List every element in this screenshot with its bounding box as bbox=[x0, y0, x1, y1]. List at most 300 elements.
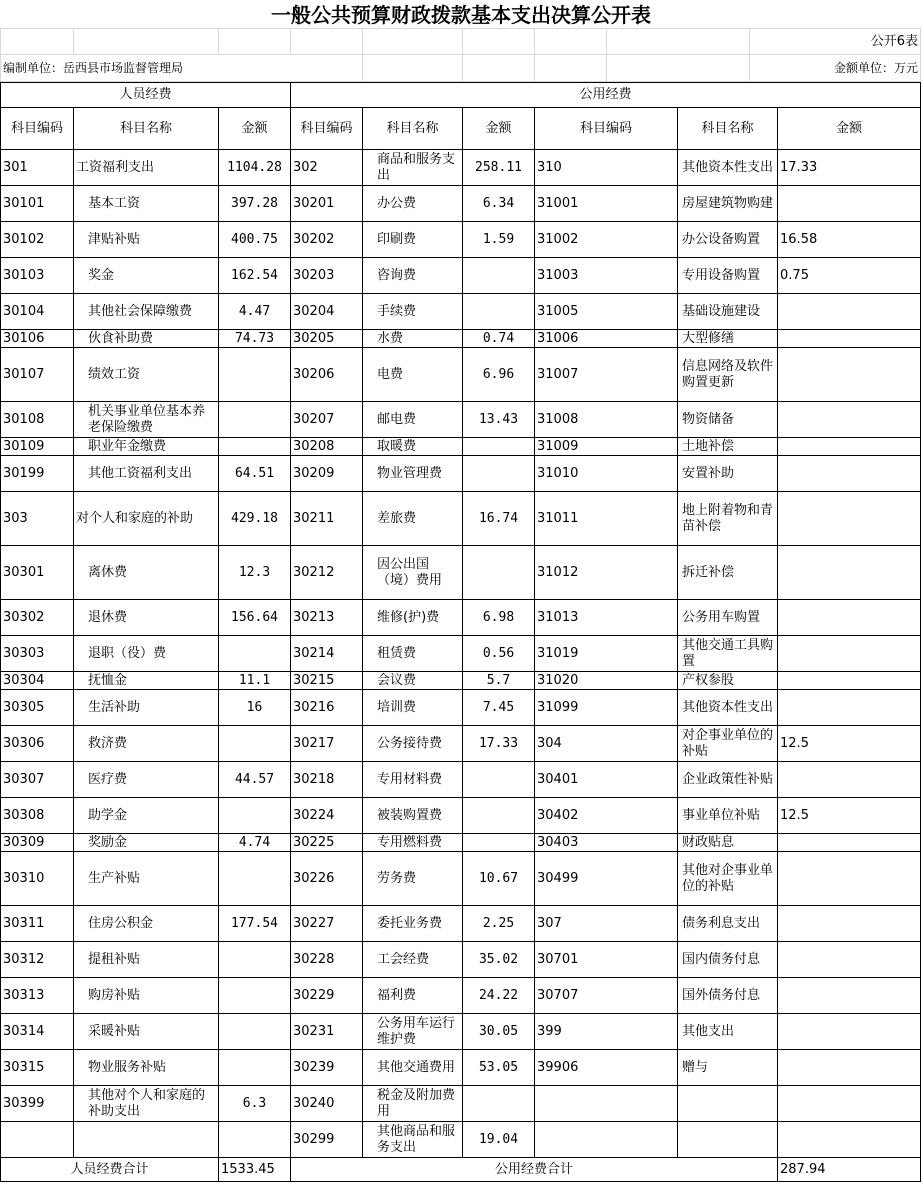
table-cell: 税金及附加费用 bbox=[363, 1086, 463, 1122]
table-cell bbox=[463, 834, 535, 852]
table-cell: 30299 bbox=[291, 1122, 363, 1158]
table-cell: 30305 bbox=[1, 690, 74, 726]
table-cell: 7.45 bbox=[463, 690, 535, 726]
table-row bbox=[1, 222, 921, 258]
table-cell: 30303 bbox=[1, 636, 74, 672]
table-cell: 国外债务付息 bbox=[678, 978, 778, 1014]
table-row bbox=[1, 798, 921, 834]
table-cell: 机关事业单位基本养老保险缴费 bbox=[74, 402, 219, 438]
table-cell: 30217 bbox=[291, 726, 363, 762]
table-cell: 被装购置费 bbox=[363, 798, 463, 834]
table-cell: 30301 bbox=[1, 546, 74, 600]
table-row bbox=[1, 1050, 921, 1086]
table-cell: 17.33 bbox=[463, 726, 535, 762]
table-cell: 301 bbox=[1, 150, 74, 186]
table-cell: 30204 bbox=[291, 294, 363, 330]
table-cell: 30310 bbox=[1, 852, 74, 906]
table-cell bbox=[778, 348, 921, 402]
table-row bbox=[1, 1014, 921, 1050]
table-cell: 30108 bbox=[1, 402, 74, 438]
table-cell: 差旅费 bbox=[363, 492, 463, 546]
table-cell bbox=[463, 546, 535, 600]
table-cell: 取暖费 bbox=[363, 438, 463, 456]
table-cell bbox=[463, 1086, 535, 1122]
table-cell: 30225 bbox=[291, 834, 363, 852]
table-cell: 产权参股 bbox=[678, 672, 778, 690]
table-cell: 退休费 bbox=[74, 600, 219, 636]
table-number: 公开6表 bbox=[750, 29, 921, 55]
table-cell: 房屋建筑物购建 bbox=[678, 186, 778, 222]
table-cell: 30214 bbox=[291, 636, 363, 672]
table-cell bbox=[219, 636, 291, 672]
table-cell bbox=[778, 1050, 921, 1086]
table-cell: 30101 bbox=[1, 186, 74, 222]
table-cell: 其他商品和服务支出 bbox=[363, 1122, 463, 1158]
total-personnel-label: 人员经费合计 bbox=[1, 1158, 219, 1182]
table-row bbox=[1, 492, 921, 546]
table-cell bbox=[778, 456, 921, 492]
table-cell: 基本工资 bbox=[74, 186, 219, 222]
table-cell: 6.34 bbox=[463, 186, 535, 222]
table-cell: 培训费 bbox=[363, 690, 463, 726]
table-cell: 2.25 bbox=[463, 906, 535, 942]
table-row bbox=[1, 402, 921, 438]
table-cell: 办公费 bbox=[363, 186, 463, 222]
table-cell bbox=[1, 1122, 74, 1158]
table-row bbox=[1, 1122, 921, 1158]
table-cell: 13.43 bbox=[463, 402, 535, 438]
table-cell: 事业单位补贴 bbox=[678, 798, 778, 834]
table-cell: 30201 bbox=[291, 186, 363, 222]
table-cell: 12.5 bbox=[778, 726, 921, 762]
column-header: 科目名称 bbox=[74, 108, 219, 150]
table-cell: 30314 bbox=[1, 1014, 74, 1050]
table-cell: 31007 bbox=[535, 348, 678, 402]
table-row bbox=[1, 546, 921, 600]
table-row bbox=[1, 186, 921, 222]
table-cell: 39906 bbox=[535, 1050, 678, 1086]
table-cell: 对个人和家庭的补助 bbox=[74, 492, 219, 546]
table-cell: 其他对企事业单位的补贴 bbox=[678, 852, 778, 906]
table-cell: 35.02 bbox=[463, 942, 535, 978]
table-cell: 10.67 bbox=[463, 852, 535, 906]
table-cell bbox=[778, 852, 921, 906]
table-cell: 302 bbox=[291, 150, 363, 186]
table-cell: 维修(护)费 bbox=[363, 600, 463, 636]
table-cell: 30308 bbox=[1, 798, 74, 834]
table-cell bbox=[778, 186, 921, 222]
table-cell: 30401 bbox=[535, 762, 678, 798]
table-cell bbox=[778, 1122, 921, 1158]
table-cell bbox=[463, 798, 535, 834]
table-cell: 奖励金 bbox=[74, 834, 219, 852]
table-cell bbox=[778, 906, 921, 942]
table-cell bbox=[778, 978, 921, 1014]
table-cell bbox=[219, 852, 291, 906]
table-cell: 对企事业单位的补贴 bbox=[678, 726, 778, 762]
table-cell: 74.73 bbox=[219, 330, 291, 348]
table-cell: 租赁费 bbox=[363, 636, 463, 672]
table-cell: 30213 bbox=[291, 600, 363, 636]
table-cell bbox=[778, 1014, 921, 1050]
table-cell bbox=[778, 294, 921, 330]
table-cell: 30212 bbox=[291, 546, 363, 600]
table-cell: 会议费 bbox=[363, 672, 463, 690]
table-cell: 其他对个人和家庭的补助支出 bbox=[74, 1086, 219, 1122]
table-cell: 安置补助 bbox=[678, 456, 778, 492]
column-header: 科目名称 bbox=[678, 108, 778, 150]
table-cell: 16 bbox=[219, 690, 291, 726]
table-cell: 31010 bbox=[535, 456, 678, 492]
table-cell: 1.59 bbox=[463, 222, 535, 258]
table-cell: 12.5 bbox=[778, 798, 921, 834]
table-cell: 公务用车购置 bbox=[678, 600, 778, 636]
table-cell: 30307 bbox=[1, 762, 74, 798]
table-cell: 30207 bbox=[291, 402, 363, 438]
table-cell: 399 bbox=[535, 1014, 678, 1050]
table-cell: 31019 bbox=[535, 636, 678, 672]
table-cell: 退职（役）费 bbox=[74, 636, 219, 672]
table-cell bbox=[778, 636, 921, 672]
table-cell: 31006 bbox=[535, 330, 678, 348]
table-cell: 30304 bbox=[1, 672, 74, 690]
table-cell: 30202 bbox=[291, 222, 363, 258]
table-cell: 30403 bbox=[535, 834, 678, 852]
table-cell: 大型修缮 bbox=[678, 330, 778, 348]
table-row bbox=[1, 690, 921, 726]
table-cell bbox=[219, 978, 291, 1014]
table-cell: 30203 bbox=[291, 258, 363, 294]
group-header-personnel: 人员经费 bbox=[1, 83, 291, 108]
table-row bbox=[1, 1086, 921, 1122]
table-cell: 专用材料费 bbox=[363, 762, 463, 798]
table-cell: 30231 bbox=[291, 1014, 363, 1050]
table-row bbox=[1, 456, 921, 492]
table-cell: 1104.28 bbox=[219, 150, 291, 186]
table-cell: 其他资本性支出 bbox=[678, 150, 778, 186]
table-cell bbox=[535, 1086, 678, 1122]
table-cell: 30104 bbox=[1, 294, 74, 330]
table-cell: 30302 bbox=[1, 600, 74, 636]
table-cell: 30106 bbox=[1, 330, 74, 348]
table-cell: 委托业务费 bbox=[363, 906, 463, 942]
table-cell: 31012 bbox=[535, 546, 678, 600]
table-cell: 办公设备购置 bbox=[678, 222, 778, 258]
table-cell: 30399 bbox=[1, 1086, 74, 1122]
table-cell: 离休费 bbox=[74, 546, 219, 600]
table-cell bbox=[778, 546, 921, 600]
table-row bbox=[1, 978, 921, 1014]
table-row bbox=[1, 942, 921, 978]
table-cell: 30306 bbox=[1, 726, 74, 762]
reporting-unit: 编制单位：岳西县市场监督管理局 bbox=[1, 55, 363, 82]
table-cell: 绩效工资 bbox=[74, 348, 219, 402]
table-cell bbox=[219, 798, 291, 834]
table-cell: 信息网络及软件购置更新 bbox=[678, 348, 778, 402]
table-cell: 0.56 bbox=[463, 636, 535, 672]
table-row bbox=[1, 762, 921, 798]
table-cell: 国内债务付息 bbox=[678, 942, 778, 978]
table-cell: 其他资本性支出 bbox=[678, 690, 778, 726]
group-header-public: 公用经费 bbox=[291, 83, 921, 108]
table-cell: 物资储备 bbox=[678, 402, 778, 438]
table-cell: 水费 bbox=[363, 330, 463, 348]
table-row bbox=[1, 672, 921, 690]
table-cell: 4.74 bbox=[219, 834, 291, 852]
column-header: 金额 bbox=[778, 108, 921, 150]
table-cell bbox=[219, 402, 291, 438]
table-cell bbox=[778, 690, 921, 726]
table-cell: 30309 bbox=[1, 834, 74, 852]
table-row bbox=[1, 636, 921, 672]
table-cell: 津贴补贴 bbox=[74, 222, 219, 258]
table-cell bbox=[463, 762, 535, 798]
table-cell: 购房补贴 bbox=[74, 978, 219, 1014]
table-cell: 邮电费 bbox=[363, 402, 463, 438]
table-cell: 咨询费 bbox=[363, 258, 463, 294]
table-cell: 其他支出 bbox=[678, 1014, 778, 1050]
table-cell: 财政贴息 bbox=[678, 834, 778, 852]
column-header: 科目编码 bbox=[291, 108, 363, 150]
table-cell: 53.05 bbox=[463, 1050, 535, 1086]
table-row bbox=[1, 906, 921, 942]
table-cell bbox=[219, 1014, 291, 1050]
table-cell: 31008 bbox=[535, 402, 678, 438]
table-row bbox=[1, 600, 921, 636]
table-cell: 31020 bbox=[535, 672, 678, 690]
table-cell: 土地补偿 bbox=[678, 438, 778, 456]
table-cell: 31002 bbox=[535, 222, 678, 258]
table-cell: 生产补贴 bbox=[74, 852, 219, 906]
table-cell: 30228 bbox=[291, 942, 363, 978]
table-cell: 生活补助 bbox=[74, 690, 219, 726]
table-cell: 30227 bbox=[291, 906, 363, 942]
table-cell: 30229 bbox=[291, 978, 363, 1014]
table-cell bbox=[778, 762, 921, 798]
table-cell: 30315 bbox=[1, 1050, 74, 1086]
expenditure-table bbox=[0, 82, 921, 1182]
column-header: 科目编码 bbox=[1, 108, 74, 150]
table-cell bbox=[463, 456, 535, 492]
table-cell: 44.57 bbox=[219, 762, 291, 798]
table-cell: 30402 bbox=[535, 798, 678, 834]
table-cell: 伙食补助费 bbox=[74, 330, 219, 348]
table-cell: 30701 bbox=[535, 942, 678, 978]
table-cell bbox=[463, 438, 535, 456]
table-cell: 专用设备购置 bbox=[678, 258, 778, 294]
table-cell: 债务利息支出 bbox=[678, 906, 778, 942]
table-cell: 31009 bbox=[535, 438, 678, 456]
table-cell: 救济费 bbox=[74, 726, 219, 762]
table-cell: 30313 bbox=[1, 978, 74, 1014]
table-cell: 0.74 bbox=[463, 330, 535, 348]
table-cell: 6.98 bbox=[463, 600, 535, 636]
table-cell bbox=[219, 1122, 291, 1158]
table-cell: 64.51 bbox=[219, 456, 291, 492]
table-row bbox=[1, 258, 921, 294]
table-cell bbox=[778, 1086, 921, 1122]
table-cell: 16.74 bbox=[463, 492, 535, 546]
table-cell: 工资福利支出 bbox=[74, 150, 219, 186]
table-cell: 采暖补贴 bbox=[74, 1014, 219, 1050]
table-cell: 31003 bbox=[535, 258, 678, 294]
meta-table bbox=[0, 28, 921, 82]
table-cell bbox=[219, 348, 291, 402]
table-cell: 400.75 bbox=[219, 222, 291, 258]
table-cell: 16.58 bbox=[778, 222, 921, 258]
table-cell: 30216 bbox=[291, 690, 363, 726]
table-cell: 公务接待费 bbox=[363, 726, 463, 762]
table-row bbox=[1, 294, 921, 330]
table-cell: 31011 bbox=[535, 492, 678, 546]
table-cell: 物业管理费 bbox=[363, 456, 463, 492]
table-cell: 物业服务补贴 bbox=[74, 1050, 219, 1086]
table-cell bbox=[463, 258, 535, 294]
table-cell: 30205 bbox=[291, 330, 363, 348]
table-cell: 307 bbox=[535, 906, 678, 942]
table-cell: 303 bbox=[1, 492, 74, 546]
table-cell bbox=[778, 330, 921, 348]
table-cell: 其他交通工具购置 bbox=[678, 636, 778, 672]
table-cell: 30215 bbox=[291, 672, 363, 690]
table-cell: 397.28 bbox=[219, 186, 291, 222]
table-cell: 抚恤金 bbox=[74, 672, 219, 690]
table-cell: 30209 bbox=[291, 456, 363, 492]
table-cell: 12.3 bbox=[219, 546, 291, 600]
table-cell: 258.11 bbox=[463, 150, 535, 186]
table-cell: 11.1 bbox=[219, 672, 291, 690]
table-row bbox=[1, 348, 921, 402]
table-cell: 30224 bbox=[291, 798, 363, 834]
table-cell bbox=[778, 438, 921, 456]
table-cell: 304 bbox=[535, 726, 678, 762]
table-cell: 17.33 bbox=[778, 150, 921, 186]
table-cell: 30.05 bbox=[463, 1014, 535, 1050]
table-cell bbox=[219, 1050, 291, 1086]
table-cell bbox=[678, 1086, 778, 1122]
table-cell bbox=[778, 600, 921, 636]
table-cell: 住房公积金 bbox=[74, 906, 219, 942]
table-cell: 177.54 bbox=[219, 906, 291, 942]
table-cell: 公务用车运行维护费 bbox=[363, 1014, 463, 1050]
table-cell: 4.47 bbox=[219, 294, 291, 330]
table-cell: 30103 bbox=[1, 258, 74, 294]
amount-unit: 金额单位：万元 bbox=[750, 55, 921, 82]
table-cell bbox=[74, 1122, 219, 1158]
table-cell bbox=[678, 1122, 778, 1158]
table-cell: 电费 bbox=[363, 348, 463, 402]
total-public-label: 公用经费合计 bbox=[291, 1158, 778, 1182]
table-cell: 其他社会保障缴费 bbox=[74, 294, 219, 330]
table-cell: 162.54 bbox=[219, 258, 291, 294]
table-cell: 30102 bbox=[1, 222, 74, 258]
table-cell: 30239 bbox=[291, 1050, 363, 1086]
table-cell bbox=[219, 942, 291, 978]
table-cell: 提租补贴 bbox=[74, 942, 219, 978]
table-cell: 30218 bbox=[291, 762, 363, 798]
table-cell: 30312 bbox=[1, 942, 74, 978]
table-cell: 30707 bbox=[535, 978, 678, 1014]
table-cell: 0.75 bbox=[778, 258, 921, 294]
table-cell: 劳务费 bbox=[363, 852, 463, 906]
total-public-value: 287.94 bbox=[778, 1158, 921, 1182]
table-cell bbox=[463, 294, 535, 330]
table-cell bbox=[219, 438, 291, 456]
table-cell bbox=[535, 1122, 678, 1158]
table-row bbox=[1, 438, 921, 456]
page-title: 一般公共预算财政拨款基本支出决算公开表 bbox=[271, 3, 651, 27]
table-cell: 156.64 bbox=[219, 600, 291, 636]
column-header: 科目名称 bbox=[363, 108, 463, 150]
table-cell bbox=[778, 672, 921, 690]
table-cell: 职业年金缴费 bbox=[74, 438, 219, 456]
table-cell: 30211 bbox=[291, 492, 363, 546]
table-cell: 30206 bbox=[291, 348, 363, 402]
table-cell: 因公出国（境）费用 bbox=[363, 546, 463, 600]
table-cell: 工会经费 bbox=[363, 942, 463, 978]
table-cell: 拆迁补偿 bbox=[678, 546, 778, 600]
table-cell: 30499 bbox=[535, 852, 678, 906]
table-cell bbox=[219, 726, 291, 762]
table-cell: 福利费 bbox=[363, 978, 463, 1014]
table-row bbox=[1, 726, 921, 762]
table-cell: 其他工资福利支出 bbox=[74, 456, 219, 492]
table-cell: 奖金 bbox=[74, 258, 219, 294]
totals-row bbox=[1, 1158, 921, 1182]
table-cell: 赠与 bbox=[678, 1050, 778, 1086]
table-cell: 医疗费 bbox=[74, 762, 219, 798]
table-row bbox=[1, 150, 921, 186]
table-cell: 助学金 bbox=[74, 798, 219, 834]
table-cell: 19.04 bbox=[463, 1122, 535, 1158]
table-cell: 企业政策性补贴 bbox=[678, 762, 778, 798]
table-cell bbox=[778, 942, 921, 978]
table-cell: 手续费 bbox=[363, 294, 463, 330]
column-header: 科目编码 bbox=[535, 108, 678, 150]
table-cell: 基础设施建设 bbox=[678, 294, 778, 330]
table-cell: 31005 bbox=[535, 294, 678, 330]
table-cell: 24.22 bbox=[463, 978, 535, 1014]
table-cell: 30240 bbox=[291, 1086, 363, 1122]
table-cell: 31001 bbox=[535, 186, 678, 222]
table-cell bbox=[778, 492, 921, 546]
table-cell: 30107 bbox=[1, 348, 74, 402]
table-row bbox=[1, 330, 921, 348]
table-cell: 429.18 bbox=[219, 492, 291, 546]
table-row bbox=[1, 834, 921, 852]
table-cell bbox=[778, 834, 921, 852]
table-cell: 其他交通费用 bbox=[363, 1050, 463, 1086]
table-cell: 5.7 bbox=[463, 672, 535, 690]
table-cell: 30208 bbox=[291, 438, 363, 456]
table-cell: 30226 bbox=[291, 852, 363, 906]
table-cell: 商品和服务支出 bbox=[363, 150, 463, 186]
table-cell: 6.96 bbox=[463, 348, 535, 402]
table-cell: 31013 bbox=[535, 600, 678, 636]
table-cell: 31099 bbox=[535, 690, 678, 726]
column-header: 金额 bbox=[463, 108, 535, 150]
table-cell: 30199 bbox=[1, 456, 74, 492]
table-cell: 30311 bbox=[1, 906, 74, 942]
table-cell: 6.3 bbox=[219, 1086, 291, 1122]
total-personnel-value: 1533.45 bbox=[219, 1158, 291, 1182]
table-cell: 印刷费 bbox=[363, 222, 463, 258]
table-cell: 地上附着物和青苗补偿 bbox=[678, 492, 778, 546]
table-cell: 30109 bbox=[1, 438, 74, 456]
table-row bbox=[1, 852, 921, 906]
column-header: 金额 bbox=[219, 108, 291, 150]
table-cell: 专用燃料费 bbox=[363, 834, 463, 852]
